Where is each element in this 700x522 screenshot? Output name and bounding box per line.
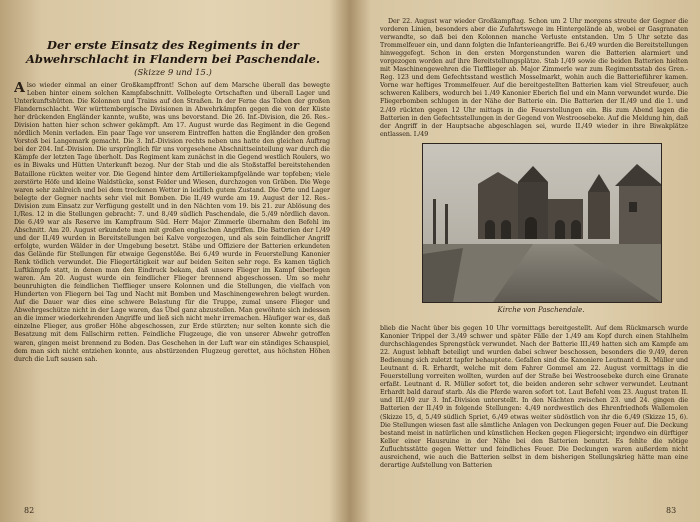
right-page-bottom-body xyxy=(380,325,688,497)
chapter-heading: Der erste Einsatz des Regiments in der Abwehrschlacht in Flandern bei Paschendale. xyxy=(25,38,320,66)
left-page-number: 82 xyxy=(24,506,35,515)
photo-caption: Kirche von Paschendale. xyxy=(497,306,585,314)
right-top-paragraph: Der 22. August war wieder Großkampftag. Schon um 2 Uhr morgens streute der Gegner die vorderen Linien, besonders aber die Zufahrtswege im Hintergelände ab, wobei er Gasgranaten verwandte, so daß bei den Kolonnen manche Verluste entstanden. Um 5 Uhr setzte das Trommelfeuer ein, und dann folgten die Infanterieangriffe. Bei 6./49 wurden die Bereitstellungen hinweggefegt. Schon in den ersten Morgenstunden waren die Batterien alarmiert und vorgezogen worden auf ihre Bereitstellungsplätze. Stab I./49 sowie die beiden Batterien hielten mit Maschinengewehren die Tiefflieger ab. Major Zimmerle war zum Regimentsstab des Gren.-Reg. 123 und dem Gefechtsstand westlich Mosselmarkt, wohin auch die Batterieführer kamen. Vorne war heftiges Trommelfeuer. Auf die bereitgestellten Batterien kam viel Streufeuer, auch schweren Kalibers, wodurch bei 1./49 Kanonier Eberich fiel und ein Mann verwundet wurde. Die Fliegerbomben schlugen in der Nähe der Batterie ein. Die Batterien der II./49 und die 1. und 2./49 rückten gegen 12 Uhr mittags in die Feuerstellungen ein. Bis zum Abend lagen die Batterien in den Gefechtsstellungen in der Gegend von Westroosebeke. Auf die Meldung hin, daß der Angriff in der Hauptsache abgeschlagen sei, wurde II./49 wieder in ihre Biwakplätze entlassen. I./49 xyxy=(380,18,688,136)
right-page xyxy=(350,0,700,522)
sketch-reference: (Skizze 9 und 15.) xyxy=(134,68,212,78)
left-page-body xyxy=(14,82,330,494)
right-page-number: 83 xyxy=(666,506,677,515)
right-bottom-paragraph: blieb die Nacht über bis gegen 10 Uhr vormittags bereitgestellt. Auf dem Rückmarsch wurde Kanonier Trippel der 3./49 schwer und später Fälle der 1./49 am Kopf durch einen Stahlhelm durchschlagendes Sprengstück verwundet. Nach der Batterie III./49 hatten sich am Kampfe am 22. August lebhaft beteiligt und wurden dabei schwer beschossen, besonders die 9./49, deren Bedienung sich zuletzt tapfer behauptete. Gefallen sind die Kanoniere Leutnant d. R. Müller und Leutnant d. R. Erhardt, welche mit dem Fahrer Gommel am 22. August vormittags in die Feuerstellung vorreiten wollten, wurden auf der Straße bei Westroosebeke durch eine Granate erfaßt. Leutnant d. R. Müller sofort tot, die beiden anderen sehr schwer verwundet. Leutnant Erhardt bald darauf starb. Als die Pferde waren sofort tot. Laut Befehl vom 23. August traten II. und III./49 zur 3. Inf.-Division unterstellt. In den Nächten zwischen 23. und 24. gingen die Batterien der II./49 in folgende Stellungen: 4./49 nordwestlich des Ehrenfriedhofs Wallemolen (Skizze 15, d, 5./49 südlich Spriet, 6./49 etwas weiter südöstlich von ihr die 6./49 (Skizze 15, 6). Die Stellungen wiesen fast alle sämtliche Anlagen von Deckungen gegen Feuer auf. Die Deckung bestand meist in natürlichen und künstlichen Hecken gegen Fliegersicht; irgendwo ein dürftiger Keller einer Hausruine in der Nähe bei den Batterien benutzt. Es fehlte die nötige Zufluchtsstätte gegen Wetter und feindliches Feuer. Die Deckungen waren außerdem nicht ausreichend, wie auch die Batterien selbst in dem bisherigen Stellungskrieg hätte man eine derartige Aufstellung von Batterien xyxy=(380,325,688,469)
church-ruin-image xyxy=(423,144,661,302)
drop-cap: A xyxy=(14,82,25,96)
right-page-top-body xyxy=(380,18,688,136)
left-page xyxy=(0,0,346,522)
left-paragraph: lso wieder einmal an einer Großkampffront! Schon auf dem Marsche überall das bewegte Leben hinter einem solchen Kampfabschnitt. Vollbelegte Ortschaften und überall Lager und Unterkunftshütten. Die Kolonnen und Trains auf den Straßen. In der Ferne das Toben der großen Flandernschlacht. Wer württembergische Divisionen in Abwehrkämpfen gegen die von der Küste her drückenden Engländer kannte, wußte, was uns bevorstand. Die 26. Inf.-Division, die 26. Res.-Division hatten hier schon schwer gekämpft. Am 17. August wurde das Regiment in die Gegend nördlich Menin verladen. Ein paar Tage vor unserem Eintreffen hatten die Engländer den großen Vorstoß bei Langemark gemacht. Die 3. Inf.-Division rechts neben uns hatte den gleichen Auftrag bei der 204. Inf.-Division. Die ursprünglich für uns vorgesehene Abschnittseinteilung war durch die Kämpfe der letzten Tage überholt. Das Regiment kam zunächst in die Gegend westlich Roulers, wo es in Biwaks und Hütten Unterkunft bezog. Nur der Stab und die als Stoßstaffel bereitstehenden Bataillone rückten weiter vor. Die Gegend hinter dem Artilleriekampfgelände war topfeben; viele zerstörte Höfe und kleine Waldstücke, sonst Felder und Wiesen, durchzogen von Gräben. Die Wege waren sehr zahlreich und bei dem trockenen Wetter in leidlich gutem Zustand. Die Orte und Lager belegte der Gegner nachts sehr viel mit Bomben. Die II./49 wurde am 19. August der 12. Res.-Division zum Einsatz zur Verfügung gestellt und in den Nächten vom 19. bis 21. zur Ablösung des I./Res. 12 in die Stellungen gebracht: 7. und 8./49 südlich Paschendale, die 5./49 nördlich davon. Die 6./49 war als Reserve im Kampfraum Süd. Herr Major Zimmerle übernahm den Befehl im Abschnitt. Am 20. August erkundete man mit großen englischen Angriffen. Die Batterien der I./49 und der II./49 wurden in Bereitstellungen bei Kalve vorgezogen, und als sein feindlicher Angriff erfolgte, wurden Wälder in der Umgebung besetzt. Stäbe und Offiziere der Batterien erkundeten das Gelände für Stellungen für etwaige Gegenstöße. Bei 6./49 wurde in Feuerstellung Kanonier Renk tödlich verwundet. Die Fliegertätigkeit war auf beiden Seiten sehr rege. Es kamen täglich Luftkämpfe statt, in denen man den Eindruck bekam, daß unsere Flieger im Kampf überlegen waren. Am 20. August wurde ein feindlicher Flieger brennend abgeschossen. Um so mehr beunruhigten die feindlichen Tiefflieger unsere Kolonnen und die Stellungen, die vielfach von Hunderten von Fliegern bei Tag und Nacht mit Bomben und Maschinengewehren belegt wurden. Auf die Dauer war dies eine schwere Belastung für die Truppe, zumal unsere Flieger und Abwehrgeschütze nicht in der Lage waren, das Übel ganz abzustellen. Man gewöhnte sich indessen an die immer wiederkehrenden Angriffe und ließ sich nicht mehr irremachen. Häufiger war es, daß einzelne Flieger, aus großer Höhe abgeschossen, zur Erde stürzten; nur selten konnte sich die Besatzung mit dem Fallschirm retten. Feindliche Flugzeuge, die von unserer Abwehr getroffen waren, gingen meist brennend zu Boden. Das Geschehen in der Luft war ein ständiges Schauspiel, dem man sich nicht entziehen konnte, aus abstürzenden Flugzeug gerettet, aus höchsten Höhen durch die Luft sausen sah. xyxy=(14,82,330,363)
church-photo xyxy=(422,143,662,303)
